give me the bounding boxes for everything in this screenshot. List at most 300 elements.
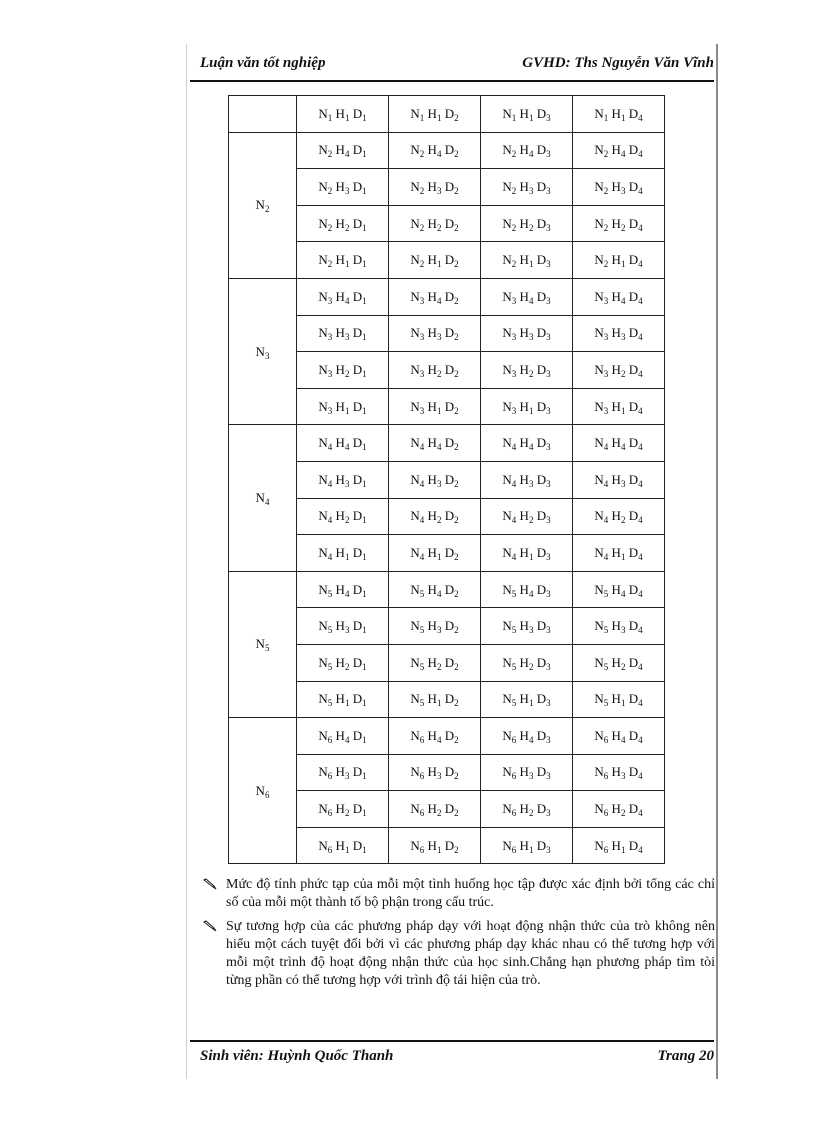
table-cell: $N_6$ $H_2$ $D_3$ [481,791,573,828]
subscript: 3 [620,332,626,343]
subscript: 4 [603,551,609,562]
subscript: 1 [436,259,442,270]
subscript: 2 [620,368,626,379]
subscript: 1 [436,551,442,562]
subscript: 1 [344,259,350,270]
subscript: 4 [419,442,425,453]
table-cell: $N_5$ $H_4$ $D_4$ [573,571,665,608]
subscript: 4 [638,551,643,562]
subscript: 4 [638,222,643,233]
subscript: 6 [419,844,425,855]
subscript: 3 [419,368,425,379]
subscript: 3 [546,734,551,745]
subscript: 3 [528,478,534,489]
subscript: 4 [638,442,643,453]
table-cell: $N_1$ $H_1$ $D_3$ [481,96,573,133]
subscript: 2 [620,661,626,672]
subscript: 3 [546,332,551,343]
table-cell: $N_6$ $H_2$ $D_4$ [573,791,665,828]
subscript: 2 [511,185,517,196]
subscript: 5 [511,588,517,599]
bullet-item [203,918,715,990]
subscript: 2 [436,222,442,233]
subscript: 1 [528,698,534,709]
table-cell: $N_2$ $H_2$ $D_3$ [481,205,573,242]
subscript: 2 [511,149,517,160]
subscript: 3 [528,771,534,782]
subscript: 4 [327,515,333,526]
subscript: 3 [419,295,425,306]
table-cell: $N_6$ $H_3$ $D_1$ [297,754,389,791]
subscript: 1 [620,112,626,123]
table-row [229,132,665,169]
subscript: 1 [362,808,367,819]
table-row [229,96,665,133]
subscript: 2 [511,259,517,270]
subscript: 2 [620,515,626,526]
subscript: 5 [419,661,425,672]
subscript: 3 [511,295,517,306]
table-cell: $N_4$ $H_4$ $D_3$ [481,425,573,462]
subscript: 1 [362,259,367,270]
subscript: 5 [419,625,425,636]
table-cell: $N_2$ $H_1$ $D_3$ [481,242,573,279]
pencil-bullet-icon [203,919,218,933]
table-cell: $N_5$ $H_1$ $D_4$ [573,681,665,718]
subscript: 4 [528,149,534,160]
subscript: 3 [436,478,442,489]
subscript: 5 [603,625,609,636]
subscript: 1 [344,405,350,416]
subscript: 6 [419,771,425,782]
table-cell: $N_3$ $H_3$ $D_4$ [573,315,665,352]
table-cell: $N_6$ $H_2$ $D_1$ [297,791,389,828]
subscript: 2 [454,808,459,819]
subscript: 2 [344,808,350,819]
table-cell: $N_6$ $H_3$ $D_4$ [573,754,665,791]
student-name: Sinh viên: Huỳnh Quốc Thanh [200,1048,394,1064]
subscript: 6 [511,844,517,855]
table-cell: $N_2$ $H_1$ $D_2$ [389,242,481,279]
subscript: 3 [546,625,551,636]
table-cell: $N_2$ $H_1$ $D_4$ [573,242,665,279]
subscript: 4 [638,625,643,636]
subscript: 2 [454,515,459,526]
group-label: $N_5$ [255,636,270,654]
subscript: 3 [546,442,551,453]
table-cell: $N_2$ $H_2$ $D_2$ [389,205,481,242]
subscript: 3 [546,185,551,196]
table-cell: $N_1$ $H_1$ $D_1$ [297,96,389,133]
subscript: 3 [264,350,270,361]
subscript: 6 [327,771,333,782]
subscript: 3 [327,368,333,379]
group-label: $N_3$ [255,343,270,361]
subscript: 3 [603,332,609,343]
table-cell: $N_3$ $H_2$ $D_3$ [481,352,573,389]
subscript: 3 [436,625,442,636]
table-cell: $N_4$ $H_1$ $D_1$ [297,535,389,572]
table-cell: $N_1$ $H_1$ $D_2$ [389,96,481,133]
subscript: 6 [327,734,333,745]
subscript: 2 [454,112,459,123]
subscript: 4 [638,515,643,526]
table-cell: $N_6$ $H_4$ $D_4$ [573,718,665,755]
subscript: 4 [528,295,534,306]
subscript: 4 [528,442,534,453]
table-cell: $N_2$ $H_4$ $D_2$ [389,132,481,169]
subscript: 4 [436,442,442,453]
subscript: 2 [454,295,459,306]
table-cell: $N_6$ $H_1$ $D_4$ [573,827,665,864]
subscript: 4 [638,149,643,160]
subscript: 2 [454,185,459,196]
table-cell: $N_5$ $H_2$ $D_3$ [481,644,573,681]
table-cell: $N_6$ $H_1$ $D_1$ [297,827,389,864]
subscript: 2 [454,734,459,745]
subscript: 2 [344,222,350,233]
table-cell: $N_2$ $H_1$ $D_1$ [297,242,389,279]
subscript: 2 [603,149,609,160]
group-label: $N_6$ [255,782,270,800]
table-cell: $N_5$ $H_2$ $D_4$ [573,644,665,681]
subscript: 6 [511,734,517,745]
subscript: 4 [436,734,442,745]
subscript: 1 [362,588,367,599]
subscript: 2 [603,185,609,196]
subscript: 1 [620,259,626,270]
subscript: 3 [620,771,626,782]
subscript: 4 [436,295,442,306]
subscript: 6 [419,808,425,819]
table-cell: $N_3$ $H_4$ $D_2$ [389,278,481,315]
subscript: 2 [344,661,350,672]
subscript: 1 [362,332,367,343]
subscript: 4 [620,588,626,599]
subscript: 2 [327,222,333,233]
group-label-cell [229,425,297,571]
header-rule [190,80,714,82]
table-cell: $N_5$ $H_1$ $D_3$ [481,681,573,718]
subscript: 3 [546,661,551,672]
subscript: 5 [511,698,517,709]
bullet-list [203,876,715,996]
subscript: 1 [362,771,367,782]
table-cell: $N_3$ $H_1$ $D_3$ [481,388,573,425]
subscript: 4 [528,588,534,599]
subscript: 4 [603,442,609,453]
subscript: 2 [528,808,534,819]
subscript: 4 [620,295,626,306]
table-cell: $N_5$ $H_4$ $D_3$ [481,571,573,608]
subscript: 4 [344,588,350,599]
subscript: 4 [638,259,643,270]
subscript: 6 [327,844,333,855]
subscript: 4 [638,112,643,123]
thesis-title: Luận văn tốt nghiệp [200,55,326,71]
subscript: 4 [638,405,643,416]
combination-table [228,95,665,864]
subscript: 2 [454,844,459,855]
table-cell: $N_4$ $H_3$ $D_4$ [573,461,665,498]
subscript: 6 [603,808,609,819]
subscript: 3 [511,332,517,343]
subscript: 1 [362,295,367,306]
table-cell: $N_6$ $H_3$ $D_3$ [481,754,573,791]
subscript: 2 [436,808,442,819]
subscript: 4 [638,698,643,709]
subscript: 4 [419,478,425,489]
subscript: 3 [546,295,551,306]
subscript: 4 [638,185,643,196]
subscript: 3 [546,515,551,526]
subscript: 5 [419,698,425,709]
table-cell: $N_6$ $H_4$ $D_2$ [389,718,481,755]
subscript: 6 [511,771,517,782]
subscript: 4 [419,515,425,526]
subscript: 1 [620,551,626,562]
subscript: 6 [603,844,609,855]
subscript: 2 [454,149,459,160]
subscript: 1 [620,405,626,416]
subscript: 1 [362,515,367,526]
subscript: 2 [620,808,626,819]
table-cell: $N_3$ $H_1$ $D_4$ [573,388,665,425]
table-cell: $N_6$ $H_4$ $D_3$ [481,718,573,755]
subscript: 4 [344,295,350,306]
subscript: 4 [344,442,350,453]
subscript: 1 [362,478,367,489]
table-cell: $N_2$ $H_4$ $D_3$ [481,132,573,169]
subscript: 2 [603,222,609,233]
subscript: 1 [436,112,442,123]
table-cell: $N_1$ $H_1$ $D_4$ [573,96,665,133]
subscript: 4 [638,661,643,672]
subscript: 2 [454,551,459,562]
subscript: 4 [511,442,517,453]
subscript: 3 [546,844,551,855]
subscript: 3 [603,295,609,306]
table-cell: $N_3$ $H_4$ $D_3$ [481,278,573,315]
table-cell: $N_3$ $H_1$ $D_1$ [297,388,389,425]
table-cell: $N_5$ $H_4$ $D_2$ [389,571,481,608]
subscript: 4 [327,551,333,562]
table-cell: $N_4$ $H_2$ $D_3$ [481,498,573,535]
subscript: 4 [603,515,609,526]
subscript: 3 [528,332,534,343]
subscript: 1 [362,844,367,855]
subscript: 4 [436,149,442,160]
subscript: 3 [546,771,551,782]
table-cell: $N_3$ $H_2$ $D_4$ [573,352,665,389]
table-cell: $N_4$ $H_1$ $D_3$ [481,535,573,572]
subscript: 3 [436,332,442,343]
footer-rule [190,1040,714,1042]
table-row [229,718,665,755]
subscript: 2 [528,368,534,379]
subscript: 5 [603,698,609,709]
table-cell: $N_3$ $H_4$ $D_4$ [573,278,665,315]
subscript: 3 [528,625,534,636]
subscript: 1 [528,844,534,855]
subscript: 2 [419,259,425,270]
table-cell: $N_5$ $H_3$ $D_4$ [573,608,665,645]
subscript: 1 [362,442,367,453]
subscript: 5 [419,588,425,599]
subscript: 1 [362,698,367,709]
subscript: 1 [344,698,350,709]
subscript: 4 [344,149,350,160]
subscript: 1 [362,734,367,745]
pencil-bullet-icon [203,877,218,891]
subscript: 1 [327,112,333,123]
table-cell: $N_4$ $H_4$ $D_2$ [389,425,481,462]
subscript: 6 [264,789,270,800]
subscript: 2 [454,405,459,416]
subscript: 5 [603,661,609,672]
subscript: 1 [528,405,534,416]
subscript: 3 [620,625,626,636]
subscript: 5 [264,643,270,654]
table-cell: $N_3$ $H_3$ $D_2$ [389,315,481,352]
subscript: 3 [546,588,551,599]
subscript: 3 [419,332,425,343]
table-cell: $N_2$ $H_2$ $D_1$ [297,205,389,242]
subscript: 3 [436,185,442,196]
subscript: 3 [546,149,551,160]
table-row [229,571,665,608]
subscript: 4 [638,808,643,819]
table-cell: $N_2$ $H_3$ $D_2$ [389,169,481,206]
table-cell: $N_4$ $H_4$ $D_4$ [573,425,665,462]
subscript: 2 [454,698,459,709]
subscript: 3 [344,771,350,782]
subscript: 3 [546,405,551,416]
subscript: 2 [454,478,459,489]
group-label-cell [229,278,297,424]
subscript: 3 [546,478,551,489]
subscript: 4 [511,551,517,562]
table-cell: $N_2$ $H_2$ $D_4$ [573,205,665,242]
subscript: 2 [454,442,459,453]
subscript: 2 [454,771,459,782]
subscript: 1 [362,405,367,416]
subscript: 3 [344,478,350,489]
subscript: 1 [362,661,367,672]
subscript: 3 [546,698,551,709]
subscript: 2 [620,222,626,233]
subscript: 2 [419,149,425,160]
subscript: 1 [344,112,350,123]
table-cell: $N_4$ $H_1$ $D_2$ [389,535,481,572]
subscript: 1 [362,185,367,196]
table-cell: $N_4$ $H_3$ $D_2$ [389,461,481,498]
subscript: 4 [327,478,333,489]
subscript: 5 [511,625,517,636]
table-cell: $N_6$ $H_2$ $D_2$ [389,791,481,828]
table-cell: $N_2$ $H_4$ $D_4$ [573,132,665,169]
subscript: 2 [436,368,442,379]
subscript: 4 [344,734,350,745]
subscript: 3 [546,259,551,270]
subscript: 5 [327,588,333,599]
subscript: 1 [362,149,367,160]
subscript: 4 [638,771,643,782]
subscript: 3 [511,368,517,379]
subscript: 3 [620,185,626,196]
subscript: 3 [436,771,442,782]
subscript: 1 [528,259,534,270]
subscript: 3 [528,185,534,196]
table-row [229,278,665,315]
subscript: 3 [546,808,551,819]
subscript: 4 [528,734,534,745]
supervisor-name: GVHD: Ths Nguyễn Văn Vĩnh [522,55,714,71]
subscript: 6 [603,734,609,745]
table-cell: $N_6$ $H_3$ $D_2$ [389,754,481,791]
table-cell: $N_4$ $H_2$ $D_1$ [297,498,389,535]
subscript: 3 [620,478,626,489]
subscript: 2 [344,368,350,379]
subscript: 2 [454,222,459,233]
subscript: 4 [620,442,626,453]
subscript: 2 [327,259,333,270]
subscript: 1 [528,551,534,562]
subscript: 6 [327,808,333,819]
subscript: 5 [327,661,333,672]
subscript: 3 [511,405,517,416]
table-cell: $N_5$ $H_1$ $D_2$ [389,681,481,718]
table-cell: $N_4$ $H_3$ $D_3$ [481,461,573,498]
subscript: 2 [454,588,459,599]
subscript: 3 [327,295,333,306]
table-cell: $N_3$ $H_2$ $D_2$ [389,352,481,389]
subscript: 2 [344,515,350,526]
subscript: 1 [603,112,609,123]
subscript: 4 [511,478,517,489]
subscript: 4 [638,478,643,489]
subscript: 2 [528,661,534,672]
subscript: 4 [638,332,643,343]
subscript: 4 [511,515,517,526]
subscript: 1 [436,405,442,416]
group-label-cell [229,718,297,864]
subscript: 3 [344,332,350,343]
subscript: 2 [528,515,534,526]
subscript: 1 [362,551,367,562]
subscript: 1 [528,112,534,123]
table-cell: $N_5$ $H_3$ $D_3$ [481,608,573,645]
subscript: 1 [511,112,517,123]
table-cell: $N_4$ $H_4$ $D_1$ [297,425,389,462]
subscript: 2 [454,259,459,270]
subscript: 4 [419,551,425,562]
table-cell: $N_6$ $H_4$ $D_1$ [297,718,389,755]
subscript: 3 [327,405,333,416]
table-cell: $N_6$ $H_1$ $D_3$ [481,827,573,864]
subscript: 3 [419,405,425,416]
subscript: 1 [344,844,350,855]
subscript: 4 [638,295,643,306]
table-cell: $N_4$ $H_2$ $D_4$ [573,498,665,535]
table-cell: $N_3$ $H_1$ $D_2$ [389,388,481,425]
subscript: 2 [511,222,517,233]
subscript: 6 [511,808,517,819]
group-label: $N_4$ [255,490,270,508]
bullet-item [203,876,715,912]
subscript: 2 [327,149,333,160]
group-label: $N_2$ [255,197,270,215]
